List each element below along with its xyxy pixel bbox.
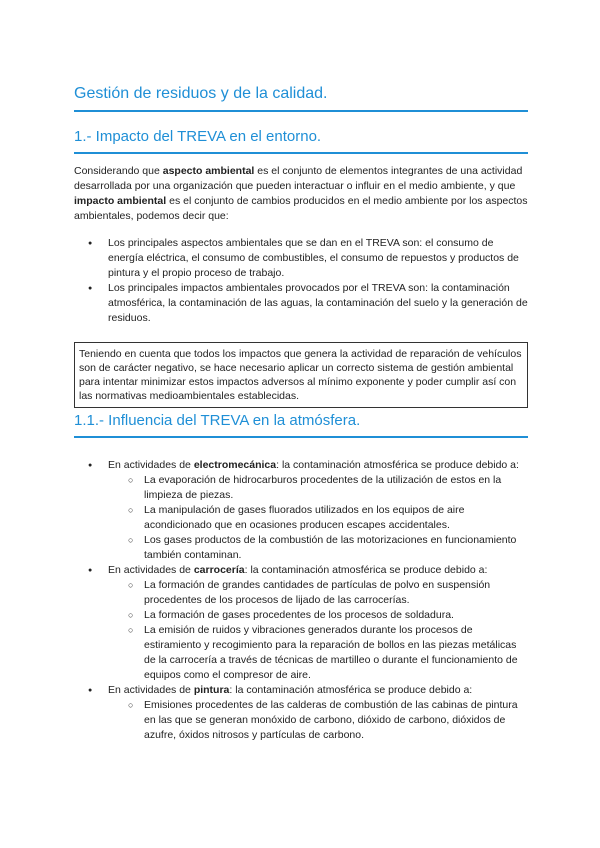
bullet-list-aspectos [74, 236, 530, 326]
list-item: ● Los principales aspectos ambientales que se dan en el TREVA son: el consumo de energía eléctrica, el consumo de combustibles, el consumo de repuestos y productos de pintura y el propio proceso de trabajo. [74, 236, 530, 281]
list-item-carroceria [74, 563, 530, 578]
sub-list-item: ○ Los gases productos de la combustión de las motorizaciones en funcionamiento también contaminan. [74, 533, 530, 563]
intro-bold-aspecto: aspecto ambiental [162, 165, 255, 177]
list-item-electromecanica [74, 458, 530, 473]
section-heading-atmosfera: 1.1.- Influencia del TREVA en la atmósfera. [74, 412, 528, 438]
sub-list-item: ○ La evaporación de hidrocarburos procedentes de la utilización de estos en la limpieza de piezas. [74, 473, 530, 503]
group-post: : la contaminación atmosférica se produce debido a: [229, 684, 473, 696]
sub-list-item: ○ La emisión de ruidos y vibraciones generados durante los procesos de estiramiento y recogimiento para la reparación de bollos en las piezas metálicas de la carrocería a través de técnicas de martilleo o durante el funcionamiento de equipos como el compresor de aire. [74, 623, 530, 683]
list-item-pintura [74, 683, 530, 698]
intro-text-2: es el conjunto de elementos integrantes de una actividad desarrollada por una organización que pueden interactuar o influir en el medio ambiente, y que [74, 165, 523, 192]
sub-list-item: ○ La manipulación de gases fluorados utilizados en los equipos de aire acondicionado que en ocasiones producen escapes accidentales. [74, 503, 530, 533]
section-heading-impacto: 1.- Impacto del TREVA en el entorno. [74, 128, 528, 154]
group-bold: pintura [193, 684, 230, 696]
page-title: Gestión de residuos y de la calidad. [74, 85, 528, 112]
intro-text-3: es el conjunto de cambios producidos en el medio ambiente por los aspectos ambientales, podemos decir que: [74, 195, 528, 222]
intro-paragraph [74, 164, 530, 224]
list-item: ● Los principales impactos ambientales provocados por el TREVA son: la contaminación atmosférica, la contaminación de las aguas, la contaminación del suelo y la generación de residuos. [74, 281, 530, 326]
group-pre: En actividades de [108, 459, 194, 471]
sub-list-item: ○ La formación de gases procedentes de los procesos de soldadura. [74, 608, 530, 623]
sub-list-item: ○ Emisiones procedentes de las calderas de combustión de las cabinas de pintura en las que se generan monóxido de carbono, dióxido de carbono, dióxidos de azufre, óxidos nitrosos y partículas de carbono. [74, 698, 530, 743]
group-pre: En actividades de [108, 564, 194, 576]
intro-bold-impacto: impacto ambiental [74, 195, 167, 207]
group-bold: carrocería [193, 564, 245, 576]
group-pre: En actividades de [108, 684, 194, 696]
group-bold: electromecánica [193, 459, 277, 471]
note-box: Teniendo en cuenta que todos los impactos que genera la actividad de reparación de vehículos son de carácter negativo, se hace necesario aplicar un correcto sistema de gestión ambiental para intentar minimizar estos impactos adversos al mínimo exponente y poder cumplir así con las normativas medioambientales establecidas. [74, 342, 528, 408]
group-post: : la contaminación atmosférica se produce debido a: [276, 459, 519, 471]
group-post: : la contaminación atmosférica se produce debido a: [244, 564, 488, 576]
intro-text-1: Considerando que [74, 165, 163, 177]
sub-list-item: ○ La formación de grandes cantidades de partículas de polvo en suspensión procedentes de los procesos de lijado de las carrocerías. [74, 578, 530, 608]
bullet-list-atmosfera [74, 458, 530, 743]
